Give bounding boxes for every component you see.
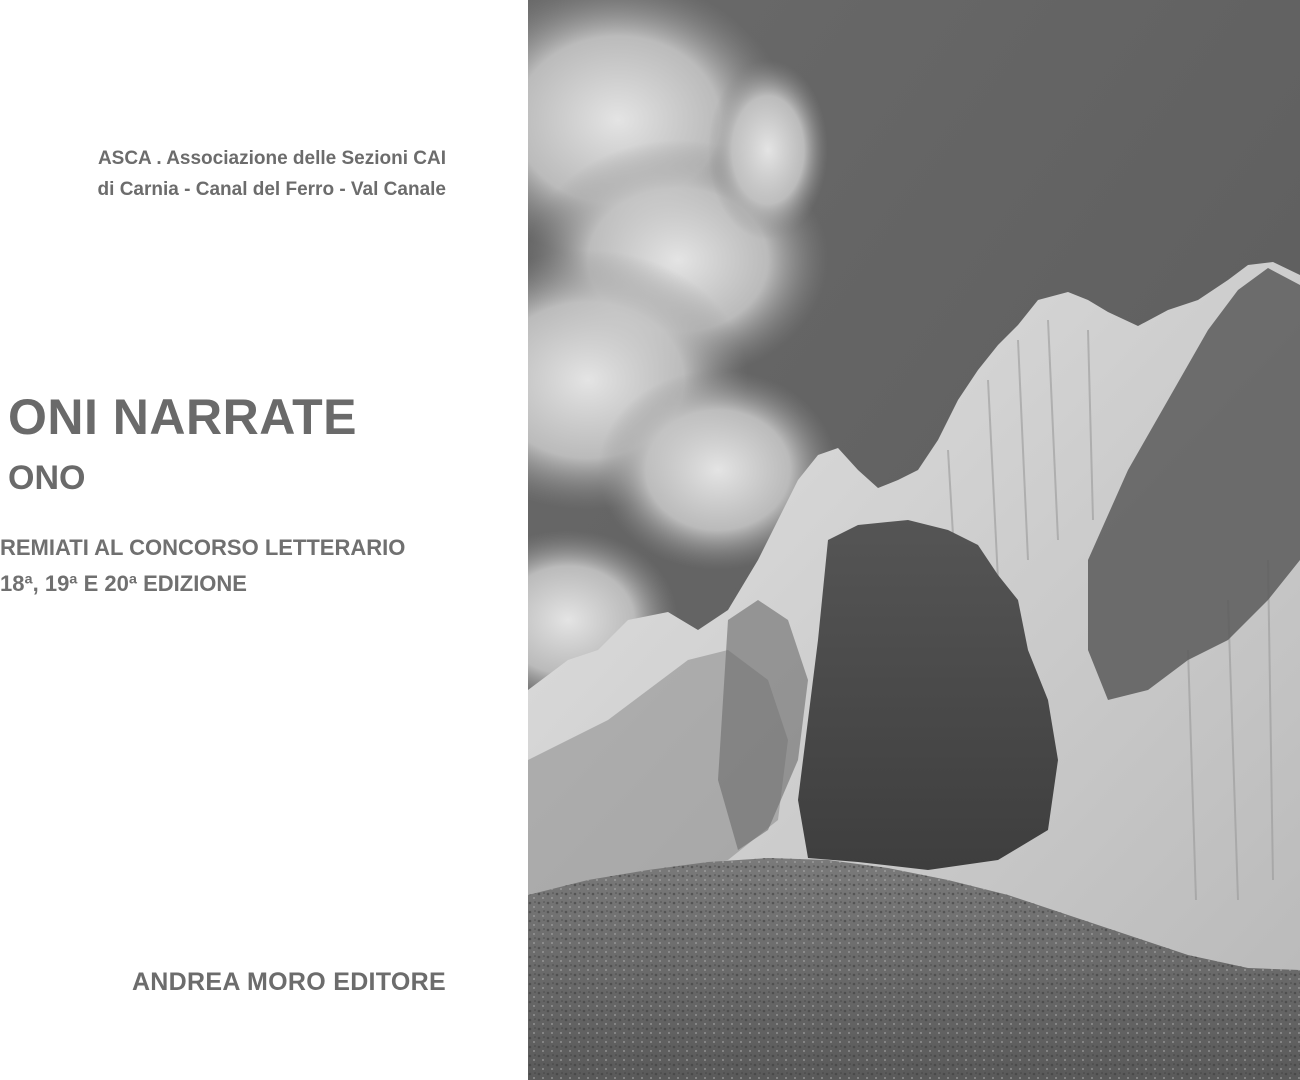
publisher-line-1: ASCA . Associazione delle Sezioni CAI xyxy=(97,148,446,169)
text-page xyxy=(0,0,528,1080)
mountain-photo-image xyxy=(528,0,1300,1080)
book-description xyxy=(0,530,405,602)
publisher-block xyxy=(98,143,446,205)
publisher-line-2: di Carnia - Canal del Ferro - Val Canale xyxy=(97,179,446,200)
editor-name: ANDREA MORO EDITORE xyxy=(131,968,446,996)
description-line-1: REMIATI AL CONCORSO LETTERARIO xyxy=(0,535,406,560)
book-subtitle: ONO xyxy=(8,459,86,497)
description-line-2: 18ª, 19ª E 20ª EDIZIONE xyxy=(0,571,247,596)
mountain-photo xyxy=(528,0,1300,1080)
book-title: ONI NARRATE xyxy=(8,389,358,445)
